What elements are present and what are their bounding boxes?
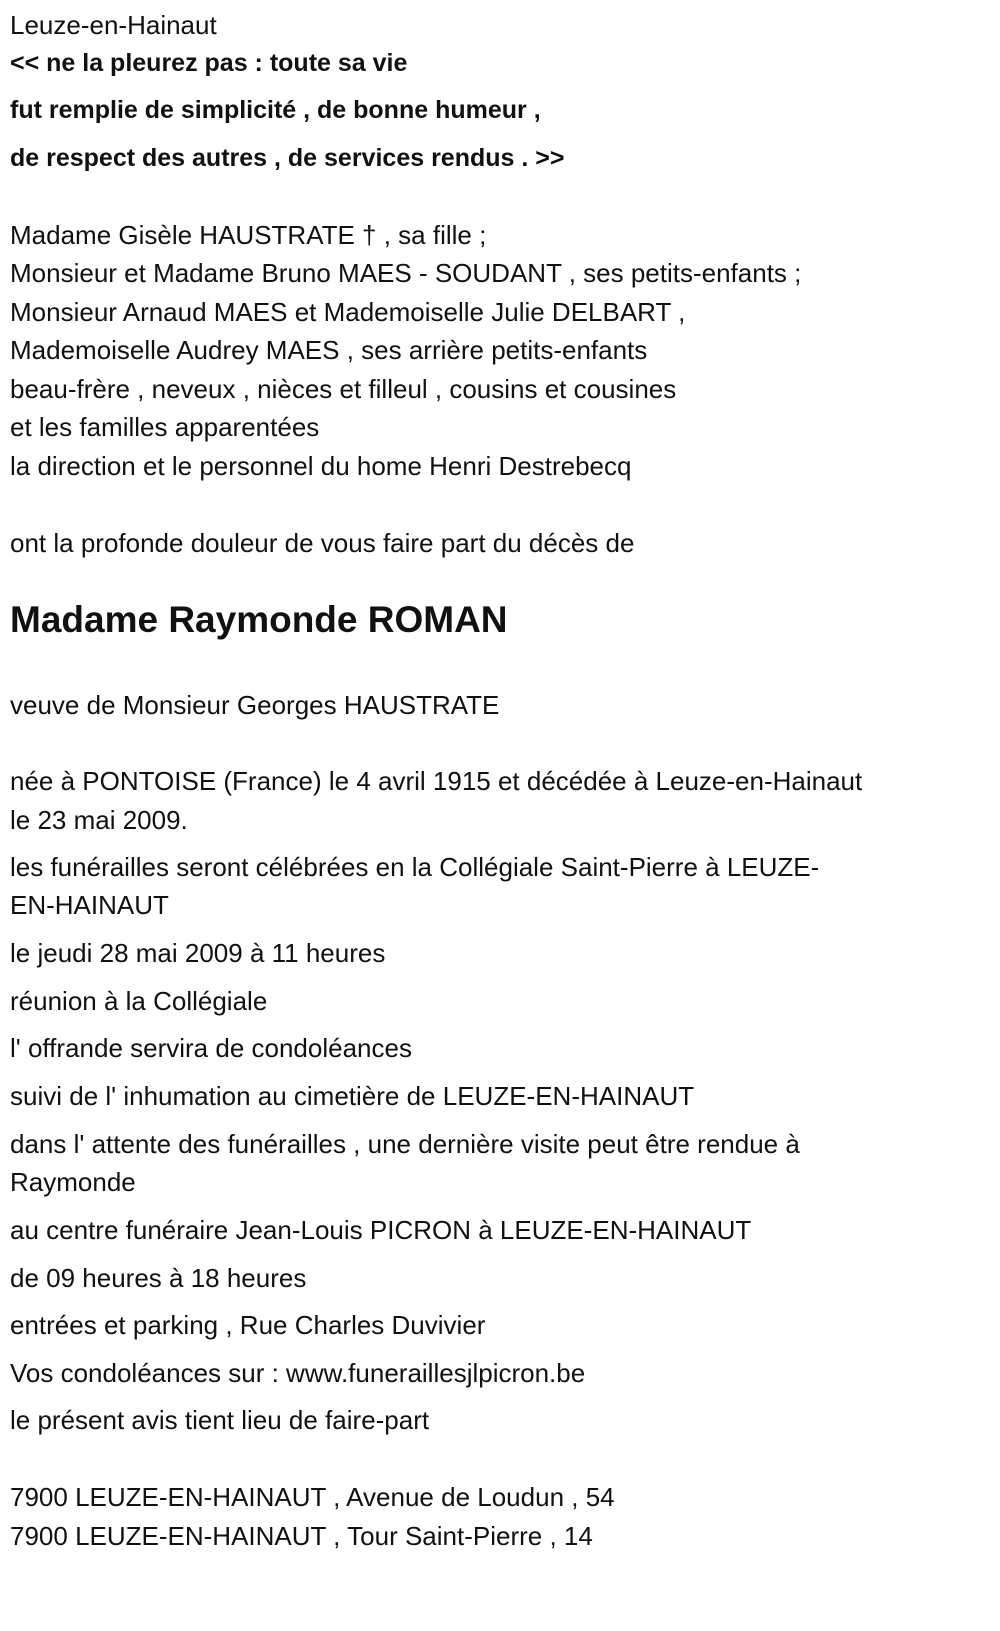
- detail-line: suivi de l' inhumation au cimetière de LEUZE-EN-HAINAUT: [10, 1081, 695, 1111]
- detail-line: les funérailles seront célébrées en la Collégiale Saint-Pierre à LEUZE-: [10, 852, 820, 882]
- detail-line: le jeudi 28 mai 2009 à 11 heures: [10, 938, 386, 968]
- detail-line: entrées et parking , Rue Charles Duvivier: [10, 1310, 486, 1340]
- detail-line: dans l' attente des funérailles , une dernière visite peut être rendue à: [10, 1129, 800, 1159]
- family-line: Monsieur Arnaud MAES et Mademoiselle Julie DELBART ,: [10, 297, 686, 327]
- detail-line: au centre funéraire Jean-Louis PICRON à LEUZE-EN-HAINAUT: [10, 1215, 752, 1245]
- address-line: 7900 LEUZE-EN-HAINAUT , Tour Saint-Pierre , 14: [10, 1521, 593, 1551]
- detail-line: réunion à la Collégiale: [10, 986, 268, 1016]
- family-line: et les familles apparentées: [10, 412, 320, 442]
- condolences-link-line: Vos condoléances sur : www.funeraillesjlpicron.be: [10, 1358, 586, 1388]
- quote-line: << ne la pleurez pas : toute sa vie: [10, 49, 408, 77]
- address-line: 7900 LEUZE-EN-HAINAUT , Avenue de Loudun , 54: [10, 1482, 615, 1512]
- family-line: la direction et le personnel du home Henri Destrebecq: [10, 451, 632, 481]
- announcement: ont la profonde douleur de vous faire part du décès de: [10, 528, 635, 558]
- deceased-name: Madame Raymonde ROMAN: [10, 599, 508, 640]
- family-line: Monsieur et Madame Bruno MAES - SOUDANT , ses petits-enfants ;: [10, 258, 802, 288]
- detail-line: née à PONTOISE (France) le 4 avril 1915 et décédée à Leuze-en-Hainaut: [10, 766, 863, 796]
- detail-line: Raymonde: [10, 1167, 136, 1197]
- location: Leuze-en-Hainaut: [10, 10, 217, 40]
- detail-line: le présent avis tient lieu de faire-part: [10, 1405, 430, 1435]
- detail-line: l' offrande servira de condoléances: [10, 1033, 412, 1063]
- widow-of: veuve de Monsieur Georges HAUSTRATE: [10, 690, 500, 720]
- detail-line: EN-HAINAUT: [10, 890, 169, 920]
- detail-line: le 23 mai 2009.: [10, 805, 188, 835]
- family-line: Madame Gisèle HAUSTRATE † , sa fille ;: [10, 220, 487, 250]
- detail-line: de 09 heures à 18 heures: [10, 1263, 307, 1293]
- family-line: beau-frère , neveux , nièces et filleul , cousins et cousines: [10, 374, 677, 404]
- family-line: Mademoiselle Audrey MAES , ses arrière petits-enfants: [10, 335, 648, 365]
- quote-line: fut remplie de simplicité , de bonne humeur ,: [10, 96, 541, 124]
- quote-line: de respect des autres , de services rendus . >>: [10, 144, 565, 172]
